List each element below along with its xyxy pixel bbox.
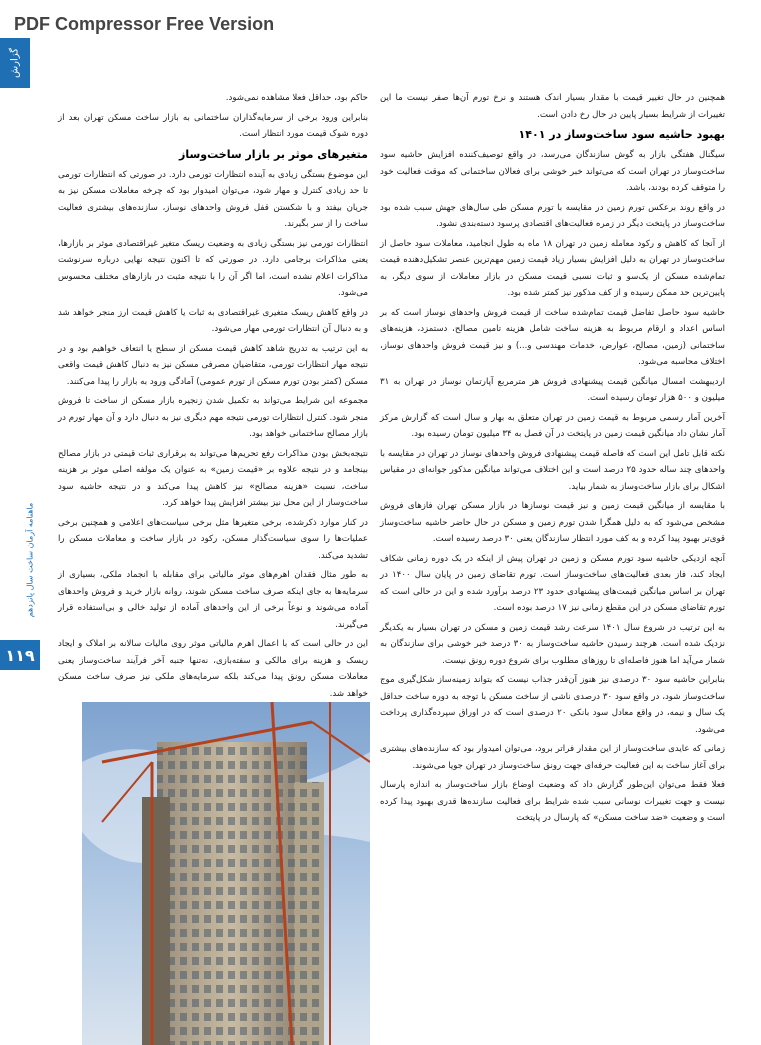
paragraph: به این ترتیب به تدریج شاهد کاهش قیمت مسکن از سطح یا انتعاف خواهیم بود و در نتیجه مهار انتظارات تورمی، متقاضیان مصرفی مسکن نیز به دنبال کاهش قیمت واقعی مسکن (کمتر بودن تورم مسکن از تورم عمومی) آمادگی ورود به بازار را پیدا می‌کنند. xyxy=(58,343,368,387)
right-column xyxy=(380,90,725,830)
section-heading: بهبود حاشیه سود ساخت‌وساز در ۱۴۰۱ xyxy=(518,128,725,141)
paragraph: از آنجا که کاهش و رکود معامله زمین در تهران ۱۸ ماه به طول انجامید، معاملات سود حاصل از ساخت‌وساز در تهران به دلیل افزایش بسیار زیاد قیمت زمین مهم‌ترین عنصر تشکیل‌دهنده قیمت تمام‌شده مسکن از یک‌سو و ثبات نسبی قیمت مسکن در بازار معاملات از سوی دیگر، به پایین‌ترین حد ممکن رسیده و از کف مذکور نیز کمتر شده بود. xyxy=(380,238,725,298)
paragraph: انتظارات تورمی نیز بستگی زیادی به وضعیت ریسک متغیر غیراقتصادی موثر بر بازارها، یعنی مذاکرات برجامی دارد. در صورتی که تا اکنون نتیجه نهایی درباره سرنوشت مذاکرات اعلام نشده است، اما اگر آن را با نتیجه مثبت در بازارهای مختلف محسوس می‌شود. xyxy=(58,238,368,298)
paragraph: آخرین آمار رسمی مربوط به قیمت زمین در تهران متعلق به بهار و سال است که گزارش مرکز آمار نشان داد میانگین قیمت زمین در پایتخت در آن فصل به ۳۴ میلیون تومان رسیده بود. xyxy=(380,412,725,439)
paragraph: بنابراین حاشیه سود ۳۰ درصدی نیز هنوز آن‌قدر جذاب نیست که بتواند زمینه‌ساز شکل‌گیری موج ساخت‌وساز شود، در واقع سود ۳۰ درصدی ناشی از ساخت مسکن با توجه به دوره ساخت حداقل یک سال و نیمه، در واقع معادل سود بانکی ۲۰ درصدی است که در اوراق سپرده‌گذاری پرداخت می‌شود. xyxy=(380,675,725,735)
paragraph: در واقع کاهش ریسک متغیری غیراقتصادی به ثبات یا کاهش قیمت ارز منجر خواهد شد و به دنبال آن انتظارات تورمی مهار می‌شود. xyxy=(58,307,368,334)
paragraph: به این ترتیب در شروع سال ۱۴۰۱ سرعت رشد قیمت زمین و مسکن در تهران بسیار به یکدیگر نزدیک شده است. هرچند رسیدن حاشیه ساخت‌وساز به ۳۰ درصد خبر خوشی برای سازندگان به شمار می‌آید اما هنوز فاصله‌ای تا روزهای مطلوب برای شروع دوره رونق نیست. xyxy=(380,622,725,666)
paragraph: همچنین در حال تغییر قیمت با مقدار بسیار اندک هستند و نرخ تورم آن‌ها صفر نیست ما این تغییرات از شرایط بسیار پایین در حال رخ دادن است. xyxy=(380,93,725,120)
pdf-watermark: PDF Compressor Free Version xyxy=(14,14,275,34)
paragraph: به طور مثال فقدان اهرم‌های موثر مالیاتی برای مقابله با انجماد ملکی، بسیاری از سرمایه‌ها به جای اینکه صرف ساخت مسکن شوند، روانه بازار خرید و فروش واحدهای آماده می‌شوند و نوعاً برخی از این واحدهای آماده از تولید خالی و بی‌استفاده قرار می‌گیرند. xyxy=(58,570,368,630)
magazine-label: ماهنامه آرمان ساخت سال پانزدهم xyxy=(25,502,35,618)
paragraph: این موضوع بستگی زیادی به آینده انتظارات تورمی دارد. در صورتی که انتظارات تورمی تا حد زیادی کنترل و مهار شود، می‌توان امیدوار بود که چرخه معاملات مسکن نیز به جریان بیفتد و با شکستن قفل فروش واحدهای نوساز، سازنده‌های بیشتری فعالیت ساخت را از سر بگیرند. xyxy=(58,169,368,229)
section-heading: متغیرهای موثر بر بازار ساخت‌وساز xyxy=(179,147,368,161)
paragraph: نکته قابل تامل این است که فاصله قیمت پیشنهادی فروش واحدهای نوساز در تهران در مقایسه با واحدهای چند ساله حدود ۲۵ درصد است و این اختلاف می‌تواند میانگین مذکور جوانه‌ای در مقیاس اشکال برای بازار ساخت‌وساز به شمار بیاید. xyxy=(380,448,725,492)
section-label: گزارش xyxy=(9,47,21,79)
section-tab xyxy=(0,38,30,88)
page-number: ۱۱۹ xyxy=(0,640,40,670)
paragraph: حاشیه سود حاصل تفاضل قیمت تمام‌شده ساخت از قیمت فروش واحدهای نوساز است که بر اساس اعداد و ارقام مربوط به هزینه ساخت شامل هزینه تامین مصالح، دستمزد، هزینه‌های ساختمانی (زمین، مصالح، عوارض، خدمات مهندسی و...) و نیز قیمت فروش واحدهای نوساز، اختلاف محاسبه می‌شود. xyxy=(380,307,725,367)
paragraph: فعلا فقط می‌توان این‌طور گزارش داد که وضعیت اوضاع بازار ساخت‌وساز به اندازه پارسال نیست و جهت تغییرات نوسانی سبب شده شرایط برای فعالیت سازنده‌ها قدری بهبود پیدا کرده است و وضعیت «ضد ساخت مسکن» که پارسال در پایتخت xyxy=(380,780,725,823)
paragraph: در واقع روند برعکس تورم زمین در مقایسه با تورم مسکن طی سال‌های جهش سبب شده بود ساخت‌وساز در پایتخت دیگر در زمره فعالیت‌های اقتصادی پرسود دسته‌بندی نشود. xyxy=(380,202,725,229)
paragraph: مجموعه این شرایط می‌تواند به تکمیل شدن زنجیره بازار مسکن از ساخت تا فروش منجر شود. کنترل انتظارات تورمی نتیجه مهم دیگری نیز به دنبال دارد و آن مهار تورم در بازار مصالح ساختمانی خواهد بود. xyxy=(58,396,368,439)
paragraph: آنچه ازدیکی حاشیه سود تورم مسکن و زمین در تهران پیش از اینکه در یک دوره زمانی شکاف ایجاد کند، فاز بعدی فعالیت‌های ساخت‌وساز است. تورم تقاضای زمین در پایان سال ۱۴۰۰ در تهران بر اساس میانگین قیمت‌های پیشنهادی حدود ۲۳ درصد برآورد شده و این در حالی است که تورم تقاضای مسکن در این مقطع زمانی نیز ۱۷ درصد بوده است. xyxy=(380,553,725,613)
building-photo xyxy=(82,702,370,1045)
paragraph: زمانی که عایدی ساخت‌وساز از این مقدار فراتر برود، می‌توان امیدوار بود که سازنده‌های بیشتری برای آغاز ساخت به این فعالیت حرفه‌ای جهت رونق ساخت‌وساز در تهران جویا می‌شوند. xyxy=(380,744,725,771)
left-column xyxy=(58,90,368,705)
paragraph: بنابراین ورود برخی از سرمایه‌گذاران ساختمانی به بازار ساخت مسکن تهران بعد از دوره شوک قیمت مورد انتظار است. xyxy=(58,112,368,139)
paragraph: اردیبهشت امسال میانگین قیمت پیشنهادی فروش هر مترمربع آپارتمان نوساز در تهران به ۳۱ میلیون و ۵۰۰ هزار تومان رسیده است. xyxy=(380,376,725,403)
paragraph: با مقایسه از میانگین قیمت زمین و نیز قیمت نوسازها در بازار مسکن تهران فاز‌های فروش مشخص می‌شود که به دلیل همگرا شدن تورم زمین و مسکن در حال حاضر حاشیه ساخت‌وساز قوی‌تر بهبود پیدا کرده و به کف مورد انتظار سازندگان یعنی ۳۰ درصد رسیده است. xyxy=(380,501,725,544)
paragraph: این در حالی است که با اعمال اهرم مالیاتی موثر روی مالیات سالانه بر املاک و ایجاد ریسک و هزینه برای مالکی و سفته‌بازی، نه‌تنها جنبه آخر فرآیند ساخت‌وساز یعنی معاملات مسکن رونق پیدا می‌کند بلکه سرمایه‌های ملکی نیز صرف ساخت مسکن خواهد شد. xyxy=(58,639,368,699)
paragraph: در کنار موارد ذکرشده، برخی متغیرها مثل برخی سیاست‌های اعلامی و همچنین برخی عملیات‌ها را سوی سیاست‌گذار مسکن، رکود در بازار ساخت و معاملات مسکن را تشدید می‌کند. xyxy=(58,517,368,561)
paragraph: سیگنال‌ هفتگی بازار به گوش سازندگان می‌رسد، در واقع توصیف‌کننده افزایش حاشیه سود ساخت‌وساز در تهران است که می‌تواند خبر خوشی برای فعالان ساختمانی که موقت فعالیت خود را متوقف کرده بودند، باشد. xyxy=(380,150,725,193)
paragraph: نتیجه‌بخش بودن مذاکرات رفع تحریم‌ها می‌تواند به برقراری ثبات قیمتی در بازار مصالح بینجامد و در نتیجه علاوه بر «قیمت زمین» به عنوان یک مولفه اصلی موثر بر هزینه ساخت، نسبت «هزینه مصالح» نیز کاهش پیدا می‌کند و در نتیجه حاشیه سود ساخت‌وساز از این محل نیز بیشتر افزایش پیدا خواهد کرد. xyxy=(58,448,368,508)
paragraph: حاکم بود، حداقل فعلا مشاهده نمی‌شود. xyxy=(225,93,368,103)
